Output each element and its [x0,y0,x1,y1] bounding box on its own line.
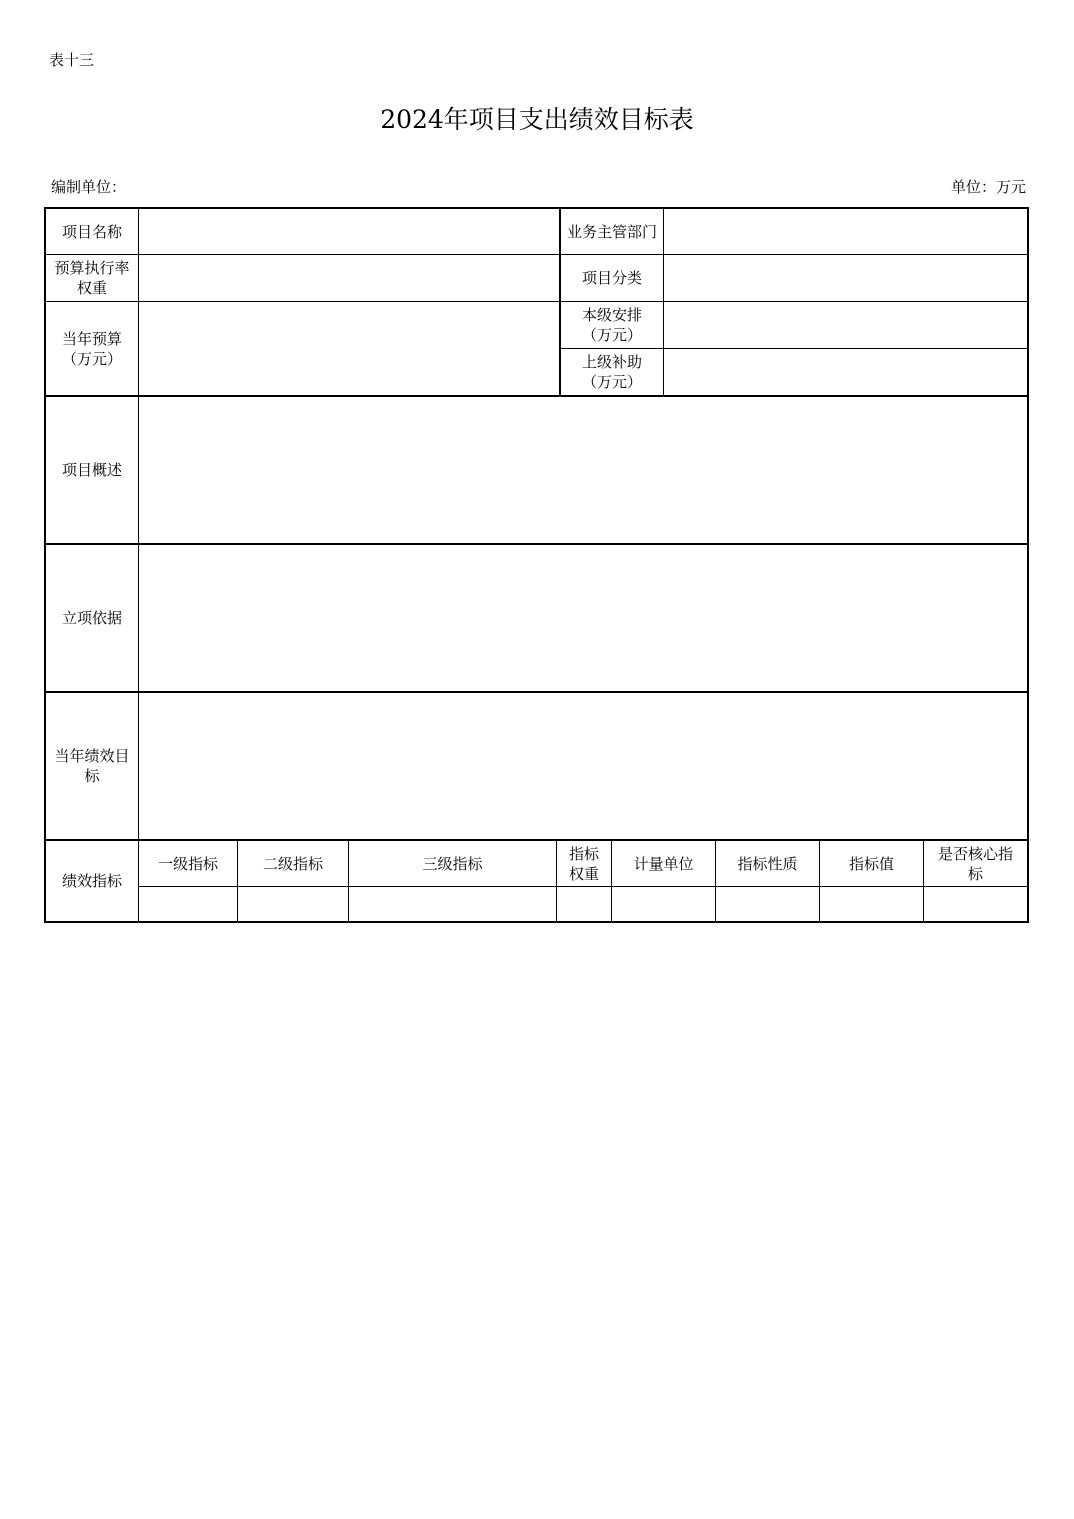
project-name-label: 项目名称 [61,222,122,241]
level1-field[interactable] [139,887,237,921]
annual-goal-field[interactable] [139,693,1027,839]
page-title: 2024年项目支出绩效目标表 [380,105,694,134]
superior-subsidy-label: 上级补助（万元） [581,353,642,391]
col-weight: 指标权重 [568,844,599,883]
project-category-field[interactable] [664,255,1027,301]
current-budget-label: 当年预算（万元） [61,329,122,368]
project-name-field[interactable] [139,209,559,254]
value-field[interactable] [820,887,923,921]
overview-field[interactable] [139,397,1027,543]
is-core-field[interactable] [924,887,1027,921]
basis-label: 立项依据 [61,609,122,627]
exec-rate-weight-label: 预算执行率权重 [54,259,130,297]
level2-field[interactable] [238,887,348,921]
indicators-label: 绩效指标 [61,872,122,890]
superior-subsidy-field[interactable] [664,349,1027,395]
col-level1: 一级指标 [157,854,218,873]
local-arrangement-label: 本级安排（万元） [581,306,642,344]
compiler-label: 编制单位： [51,178,127,196]
department-field[interactable] [664,209,1027,254]
table-number: 表十三 [49,51,95,69]
col-nature: 指标性质 [737,854,798,873]
unit-field[interactable] [612,887,715,921]
local-arrangement-field[interactable] [664,302,1027,348]
basis-field[interactable] [139,545,1027,691]
weight-field[interactable] [557,887,611,921]
col-unit: 计量单位 [633,854,694,873]
col-level2: 二级指标 [262,854,323,873]
overview-label: 项目概述 [61,461,122,479]
annual-goal-label: 当年绩效目标 [54,747,130,785]
level3-field[interactable] [349,887,556,921]
col-level3: 三级指标 [422,854,483,873]
current-budget-field[interactable] [139,302,559,395]
unit-label: 单位：万元 [950,178,1026,196]
exec-rate-weight-field[interactable] [139,255,559,301]
col-is-core: 是否核心指标 [937,844,1013,883]
col-value: 指标值 [848,854,894,873]
project-category-label: 项目分类 [581,269,642,287]
department-label: 业务主管部门 [566,222,657,241]
nature-field[interactable] [716,887,819,921]
